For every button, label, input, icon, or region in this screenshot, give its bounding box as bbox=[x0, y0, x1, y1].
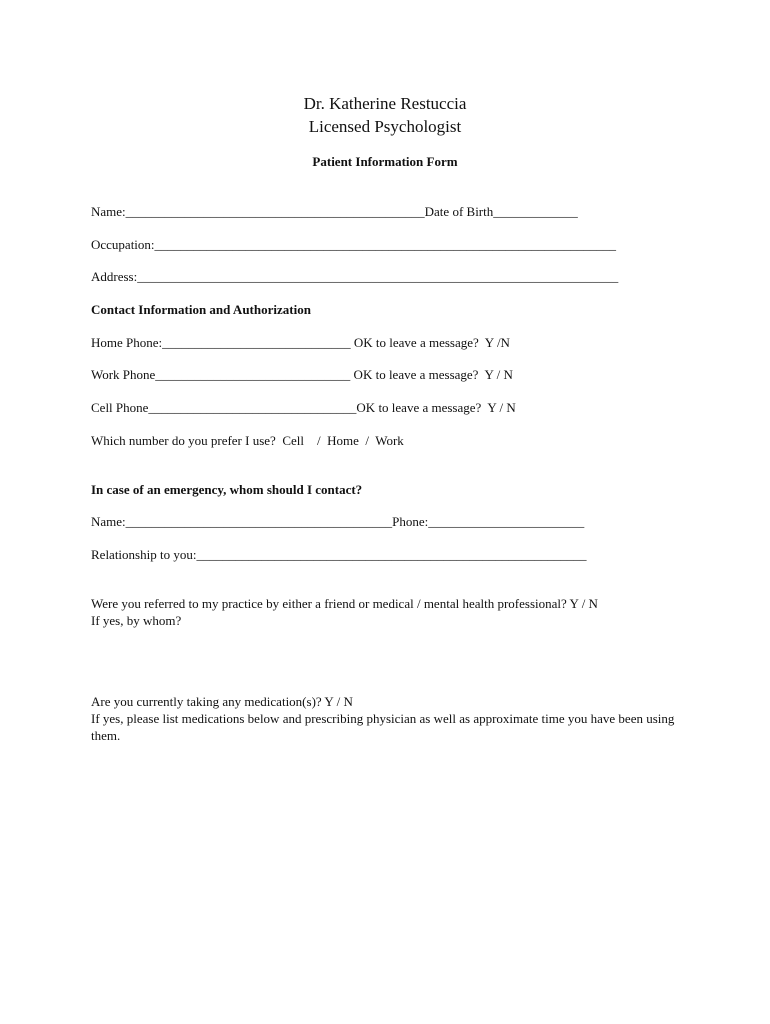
medication-follow-up: If yes, please list medications below and prescribing physician as well as approximate time you have been using them. bbox=[91, 711, 675, 743]
referral-follow-up: If yes, by whom? bbox=[91, 613, 182, 628]
name-dob-field[interactable]: Name:______________________________________________Date of Birth_____________ bbox=[91, 204, 578, 219]
work-phone-field[interactable]: Work Phone______________________________ OK to leave a message? Y / N bbox=[91, 367, 513, 382]
address-field[interactable]: Address:__________________________________________________________________________ bbox=[91, 269, 619, 284]
contact-section-heading: Contact Information and Authorization bbox=[91, 302, 311, 317]
emergency-name-phone-field[interactable]: Name:_________________________________________Phone:________________________ bbox=[91, 514, 585, 529]
emergency-section-heading: In case of an emergency, whom should I contact? bbox=[91, 482, 363, 497]
cell-phone-field[interactable]: Cell Phone________________________________OK to leave a message? Y / N bbox=[91, 400, 516, 415]
form-header bbox=[0, 92, 770, 138]
preferred-number-question[interactable]: Which number do you prefer I use? Cell / Home / Work bbox=[91, 433, 404, 448]
doctor-title: Licensed Psychologist bbox=[308, 117, 462, 136]
referral-question[interactable]: Were you referred to my practice by either a friend or medical / mental health professional? Y / N bbox=[91, 596, 598, 611]
home-phone-field[interactable]: Home Phone:_____________________________ OK to leave a message? Y /N bbox=[91, 335, 510, 350]
medication-question[interactable]: Are you currently taking any medication(s)? Y / N bbox=[91, 694, 353, 709]
form-title: Patient Information Form bbox=[312, 154, 458, 169]
occupation-field[interactable]: Occupation:_______________________________________________________________________ bbox=[91, 237, 617, 252]
doctor-name: Dr. Katherine Restuccia bbox=[303, 94, 467, 113]
relationship-field[interactable]: Relationship to you:____________________________________________________________ bbox=[91, 547, 587, 562]
